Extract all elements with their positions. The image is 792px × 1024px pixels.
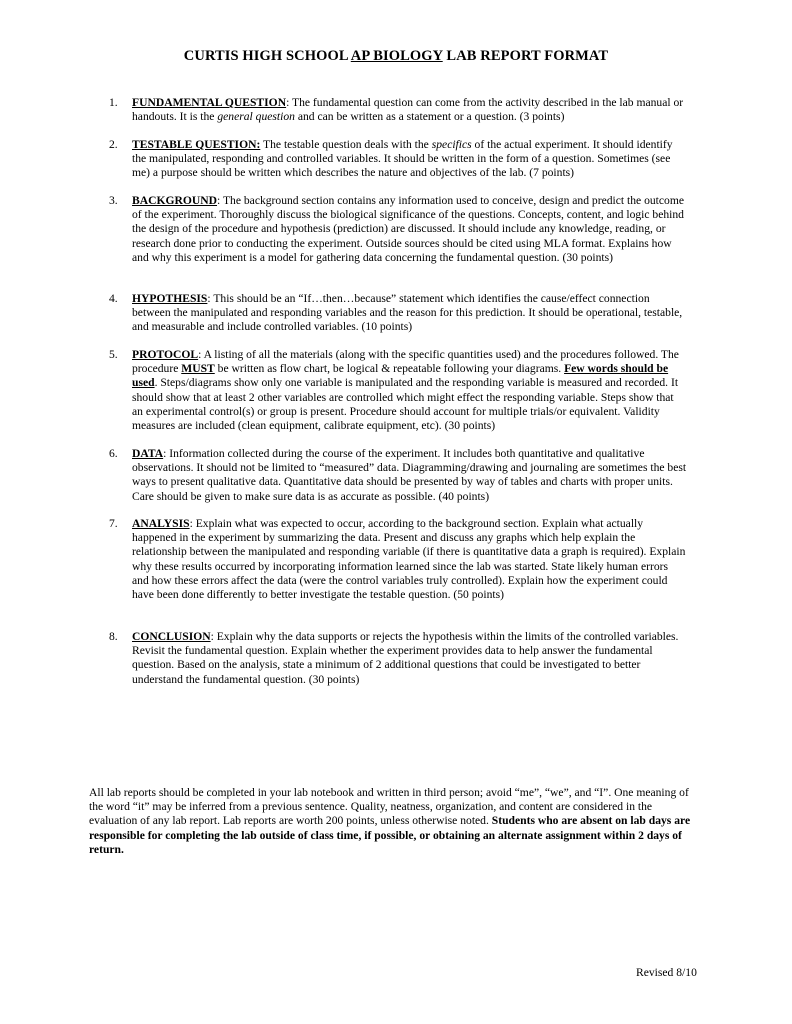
section-heading: PROTOCOL: [132, 348, 199, 361]
item-number: 2.: [109, 138, 118, 151]
heading-colon: :: [217, 194, 221, 207]
few-words-emphasis: Few words should be used: [132, 362, 669, 390]
revision-date: Revised 8/10: [636, 966, 697, 979]
section-text: be written as flow chart, be logical & repeatable following your diagrams.: [214, 362, 565, 376]
must-emphasis: MUST: [181, 362, 215, 376]
section-text: of the actual experiment. It should identify the manipulated, responding and controlled variables. It should be written in the form of a question. Sometimes (see me) a purpose should be written which describes the nature and objectives of the lab. (7 points): [132, 138, 673, 180]
footer-bold-text: Students who are absent on lab days are responsible for completing the lab outside of class time, if possible, or obtaining an alternate assignment within 2 days of return.: [89, 814, 691, 856]
item-number: 4.: [109, 292, 118, 305]
section-text: The testable question deals with the: [260, 138, 432, 151]
heading-colon: :: [163, 447, 167, 460]
section-fundamental-question: [109, 96, 687, 124]
page-title: [0, 48, 792, 65]
section-heading: HYPOTHESIS: [132, 292, 208, 305]
title-school: CURTIS HIGH SCHOOL: [183, 48, 351, 64]
heading-colon: :: [198, 348, 202, 361]
title-format: LAB REPORT FORMAT: [442, 48, 609, 64]
section-data: [109, 447, 687, 504]
heading-colon: :: [286, 96, 290, 109]
item-number: 3.: [109, 194, 118, 207]
section-text: Explain what was expected to occur, according to the background section. Explain what actually happened in the experiment by summarizing the data. Present and discuss any graphs which help explain the relationship between the manipulated and responding variable (if there is quantitative data a graph is required). Explain why these results occurred by incorporating information learned since the lab was started. State likely human errors and how these errors affect the data (were the control variables truly controlled). Explain how the experiment could have been done differently to better investigate the testable question. (50 points): [132, 517, 686, 602]
item-number: 8.: [109, 630, 118, 643]
title-course: AP BIOLOGY: [350, 48, 443, 64]
section-text: Information collected during the course of the experiment. It includes both quantitative and qualitative observations. It should not be limited to “measured” data. Diagramming/drawing and journaling are sometimes the best ways to present qualitative data. Quantitative data should be presented by way of tables and charts with proper units. Care should be given to make sure data is as accurate as possible. (40 points): [132, 447, 687, 503]
section-text: The fundamental question can come from the activity described in the lab manual or handouts. It is the: [132, 96, 684, 124]
section-heading: TESTABLE QUESTION:: [132, 138, 261, 151]
section-heading: DATA: [132, 447, 164, 460]
heading-colon: :: [189, 517, 193, 530]
section-testable-question: [109, 138, 687, 181]
section-text: This should be an “If…then…because” statement which identifies the cause/effect connection between the manipulated and responding variables and the reason for this prediction. It should be operational, testable, and measurable and include controlled variables. (10 points): [132, 292, 683, 334]
section-protocol: [109, 348, 687, 433]
footer-text: All lab reports should be completed in your lab notebook and written in third person; avoid “me”, “we”, and “I”. One meaning of the word “it” may be inferred from a previous sentence. Quality, neatness, organization, and content are considered in the evaluation of any lab report. Lab reports are worth 200 points, unless otherwise noted.: [89, 786, 689, 828]
footer-note: [89, 786, 701, 857]
section-emphasis: specifics: [431, 138, 472, 151]
item-number: 7.: [109, 517, 118, 530]
section-emphasis: general question: [217, 110, 295, 124]
item-number: 6.: [109, 447, 118, 460]
section-heading: ANALYSIS: [132, 517, 190, 530]
section-text: and can be written as a statement or a question. (3 points): [294, 110, 565, 124]
section-heading: CONCLUSION: [132, 630, 211, 643]
item-number: 5.: [109, 348, 118, 361]
section-text: Explain why the data supports or rejects the hypothesis within the limits of the controlled variables. Revisit the fundamental question. Explain whether the experiment provides data to help answer the fundamental question. Based on the analysis, state a minimum of 2 additional questions that could be investigated to better understand the fundamental question. (30 points): [132, 630, 679, 686]
heading-colon: :: [207, 292, 211, 305]
section-analysis: [109, 517, 687, 602]
section-heading: BACKGROUND: [132, 194, 218, 207]
section-conclusion: [109, 630, 687, 687]
section-text: . Steps/diagrams show only one variable is manipulated and the responding variable is measured and recorded. It should show that at least 2 other variables are controlled which might effect the responding variable. Steps show that an experimental control(s) or group is present. Procedure should account for multiple trials/or equivalent. Validity measures are included (clean equipment, calibrate equipment, etc). (30 points): [132, 376, 679, 433]
heading-colon: :: [210, 630, 214, 643]
section-heading: FUNDAMENTAL QUESTION: [132, 96, 287, 109]
section-text: A listing of all the materials (along with the specific quantities used) and the procedures followed. The procedure: [132, 348, 679, 376]
section-background: [109, 194, 687, 265]
section-hypothesis: [109, 292, 687, 335]
section-text: The background section contains any information used to conceive, design and predict the outcome of the experiment. Thoroughly discuss the biological significance of the questions. Concepts, content, and logic behind the design of the procedure and hypothesis (prediction) are discussed. It should include any knowledge, reading, or research done prior to conducting the experiment. Outside sources should be cited using MLA format. Explains how and why this experiment is a model for gathering data concerning the fundamental question. (30 points): [132, 194, 684, 264]
item-number: 1.: [109, 96, 118, 109]
